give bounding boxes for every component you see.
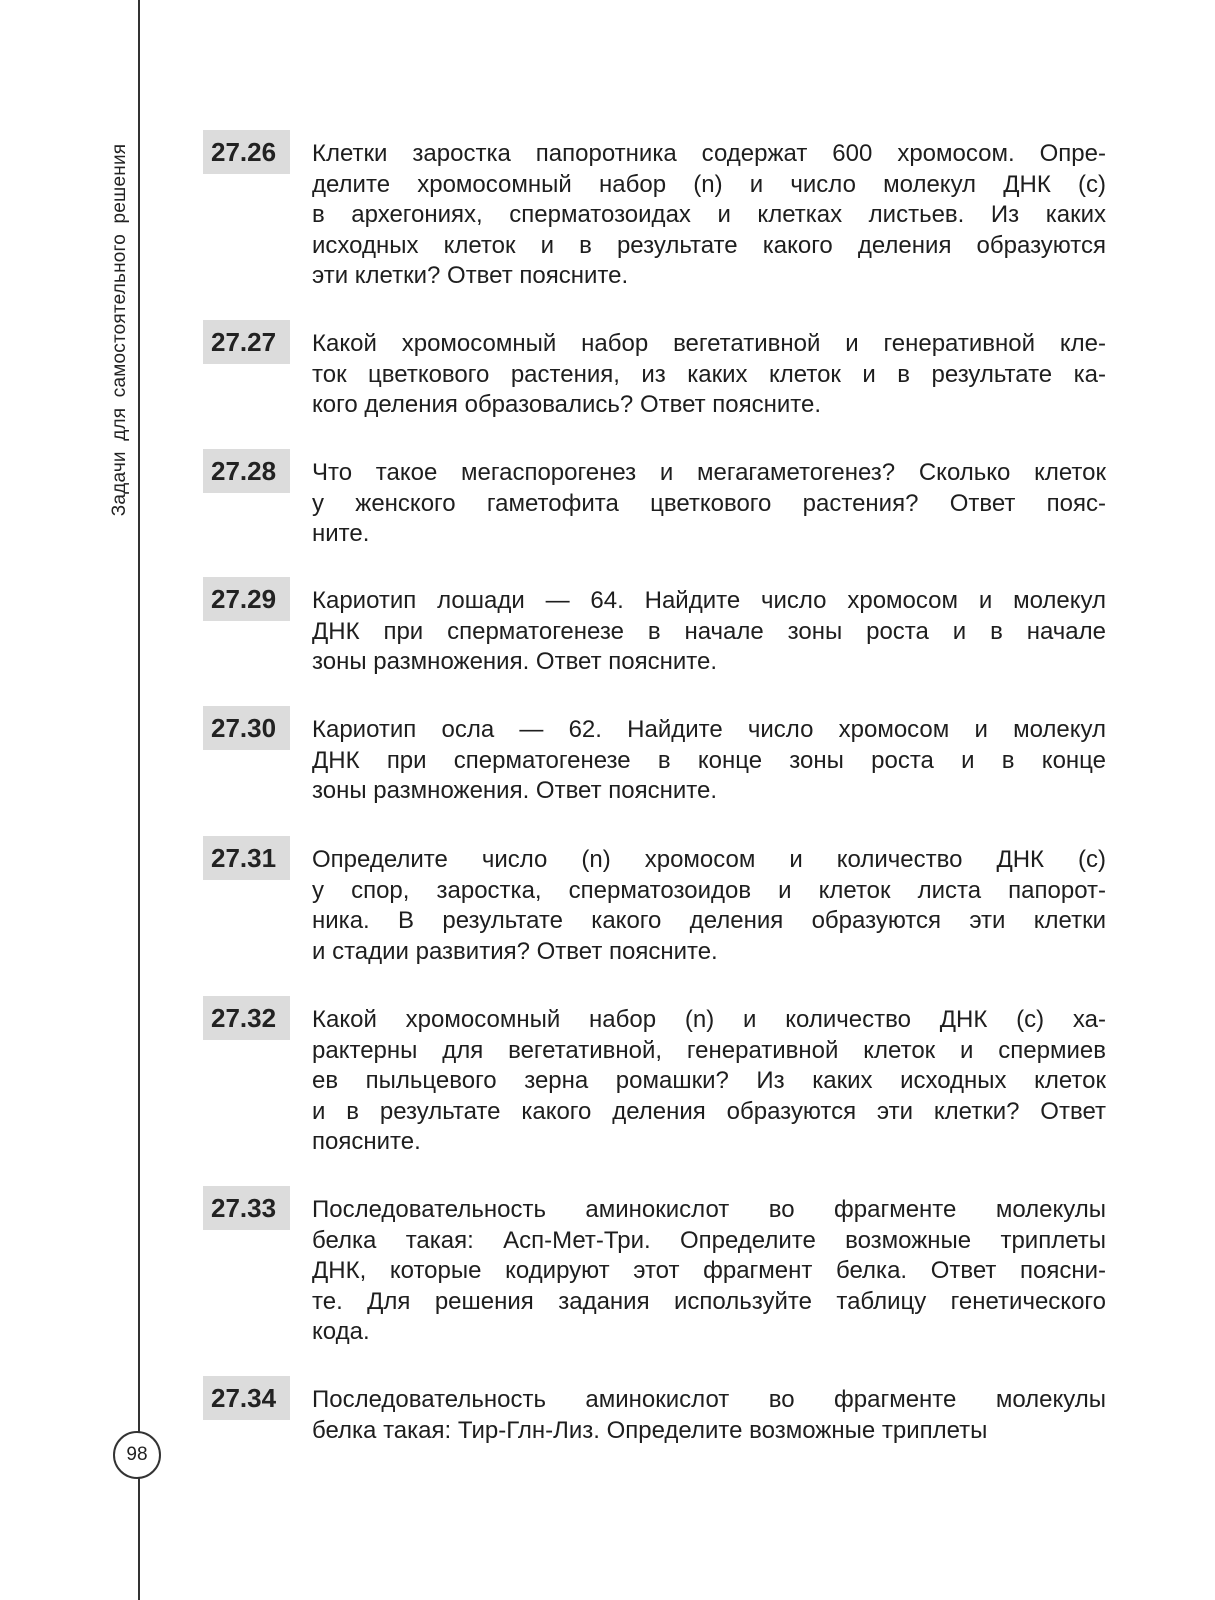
problem-text <box>312 586 1106 678</box>
text-line: исходных клеток и в результате какого деления образуются <box>312 231 1106 259</box>
problem-text <box>312 1005 1106 1158</box>
text-line: ните. <box>312 520 370 547</box>
text-line: эти клетки? Ответ поясните. <box>312 262 629 289</box>
text-line: белка такая: Тир-Глн-Лиз. Определите возможные триплеты <box>312 1416 988 1444</box>
text-line: кого деления образовались? Ответ поясните. <box>312 391 822 418</box>
text-line: те. Для решения задания используйте таблицу генетического <box>312 1287 1106 1315</box>
text-line: Кариотип лошади — 64. Найдите число хромосом и молекул <box>312 587 1106 614</box>
text-line: зоны размножения. Ответ поясните. <box>312 777 717 804</box>
text-line: ника. В результате какого деления образуются эти клетки <box>312 907 1106 934</box>
problem-text <box>312 139 1106 292</box>
text-line: ев пыльцевого зерна ромашки? Из каких исходных клеток <box>312 1067 1106 1094</box>
page-number: 98 <box>113 1431 161 1479</box>
problem-number: 27.27 <box>203 320 290 364</box>
text-line: зоны размножения. Ответ поясните. <box>312 648 717 675</box>
text-line: поясните. <box>312 1128 421 1155</box>
problem-number: 27.34 <box>203 1376 290 1420</box>
text-line: Клетки заростка папоротника содержат 600 хромосом. Опре- <box>312 140 1106 167</box>
text-line: Определите число (n) хромосом и количество ДНК (c) <box>312 846 1106 873</box>
problem-number: 27.30 <box>203 706 290 750</box>
problem-text <box>312 845 1106 967</box>
problem-text <box>312 1385 1106 1446</box>
section-title: Задачи для самостоятельного решения <box>109 143 130 517</box>
problem-number: 27.32 <box>203 996 290 1040</box>
text-line: делите хромосомный набор (n) и число молекул ДНК (c) <box>312 170 1106 198</box>
text-line: белка такая: Асп-Мет-Три. Определите возможные триплеты <box>312 1226 1106 1254</box>
text-line: рактерны для вегетативной, генеративной клеток и спермиев <box>312 1036 1106 1064</box>
problem-number: 27.28 <box>203 449 290 493</box>
text-line: Последовательность аминокислот во фрагменте молекулы <box>312 1196 1106 1223</box>
text-line: ток цветкового растения, из каких клеток и в результате ка- <box>312 360 1106 388</box>
text-line: в архегониях, сперматозоидах и клетках листьев. Из каких <box>312 201 1106 228</box>
problem-text <box>312 329 1106 421</box>
problem-text <box>312 715 1106 807</box>
problem-number: 27.31 <box>203 836 290 880</box>
text-line: ДНК при сперматогенезе в конце зоны роста и в конце <box>312 746 1106 774</box>
problem-number: 27.33 <box>203 1186 290 1230</box>
text-line: ДНК при сперматогенезе в начале зоны роста и в начале <box>312 617 1106 645</box>
text-line: и стадии развития? Ответ поясните. <box>312 937 718 965</box>
margin-rule <box>138 0 140 1600</box>
text-line: кода. <box>312 1318 370 1345</box>
problem-number: 27.26 <box>203 130 290 174</box>
text-line: Какой хромосомный набор вегетативной и генеративной кле- <box>312 330 1106 357</box>
problem-text <box>312 1195 1106 1348</box>
text-line: и в результате какого деления образуются эти клетки? Ответ <box>312 1097 1106 1125</box>
text-line: у женского гаметофита цветкового растения? Ответ пояс- <box>312 489 1106 517</box>
text-line: Какой хромосомный набор (n) и количество ДНК (c) ха- <box>312 1006 1106 1033</box>
problem-text <box>312 458 1106 550</box>
problem-number: 27.29 <box>203 577 290 621</box>
text-line: Последовательность аминокислот во фрагменте молекулы <box>312 1386 1106 1413</box>
text-line: Кариотип осла — 62. Найдите число хромосом и молекул <box>312 716 1106 743</box>
text-line: Что такое мегаспорогенез и мегагаметогенез? Сколько клеток <box>312 459 1106 486</box>
text-line: у спор, заростка, сперматозоидов и клеток листа папорот- <box>312 876 1106 904</box>
text-line: ДНК, которые кодируют этот фрагмент белка. Ответ поясни- <box>312 1257 1106 1284</box>
